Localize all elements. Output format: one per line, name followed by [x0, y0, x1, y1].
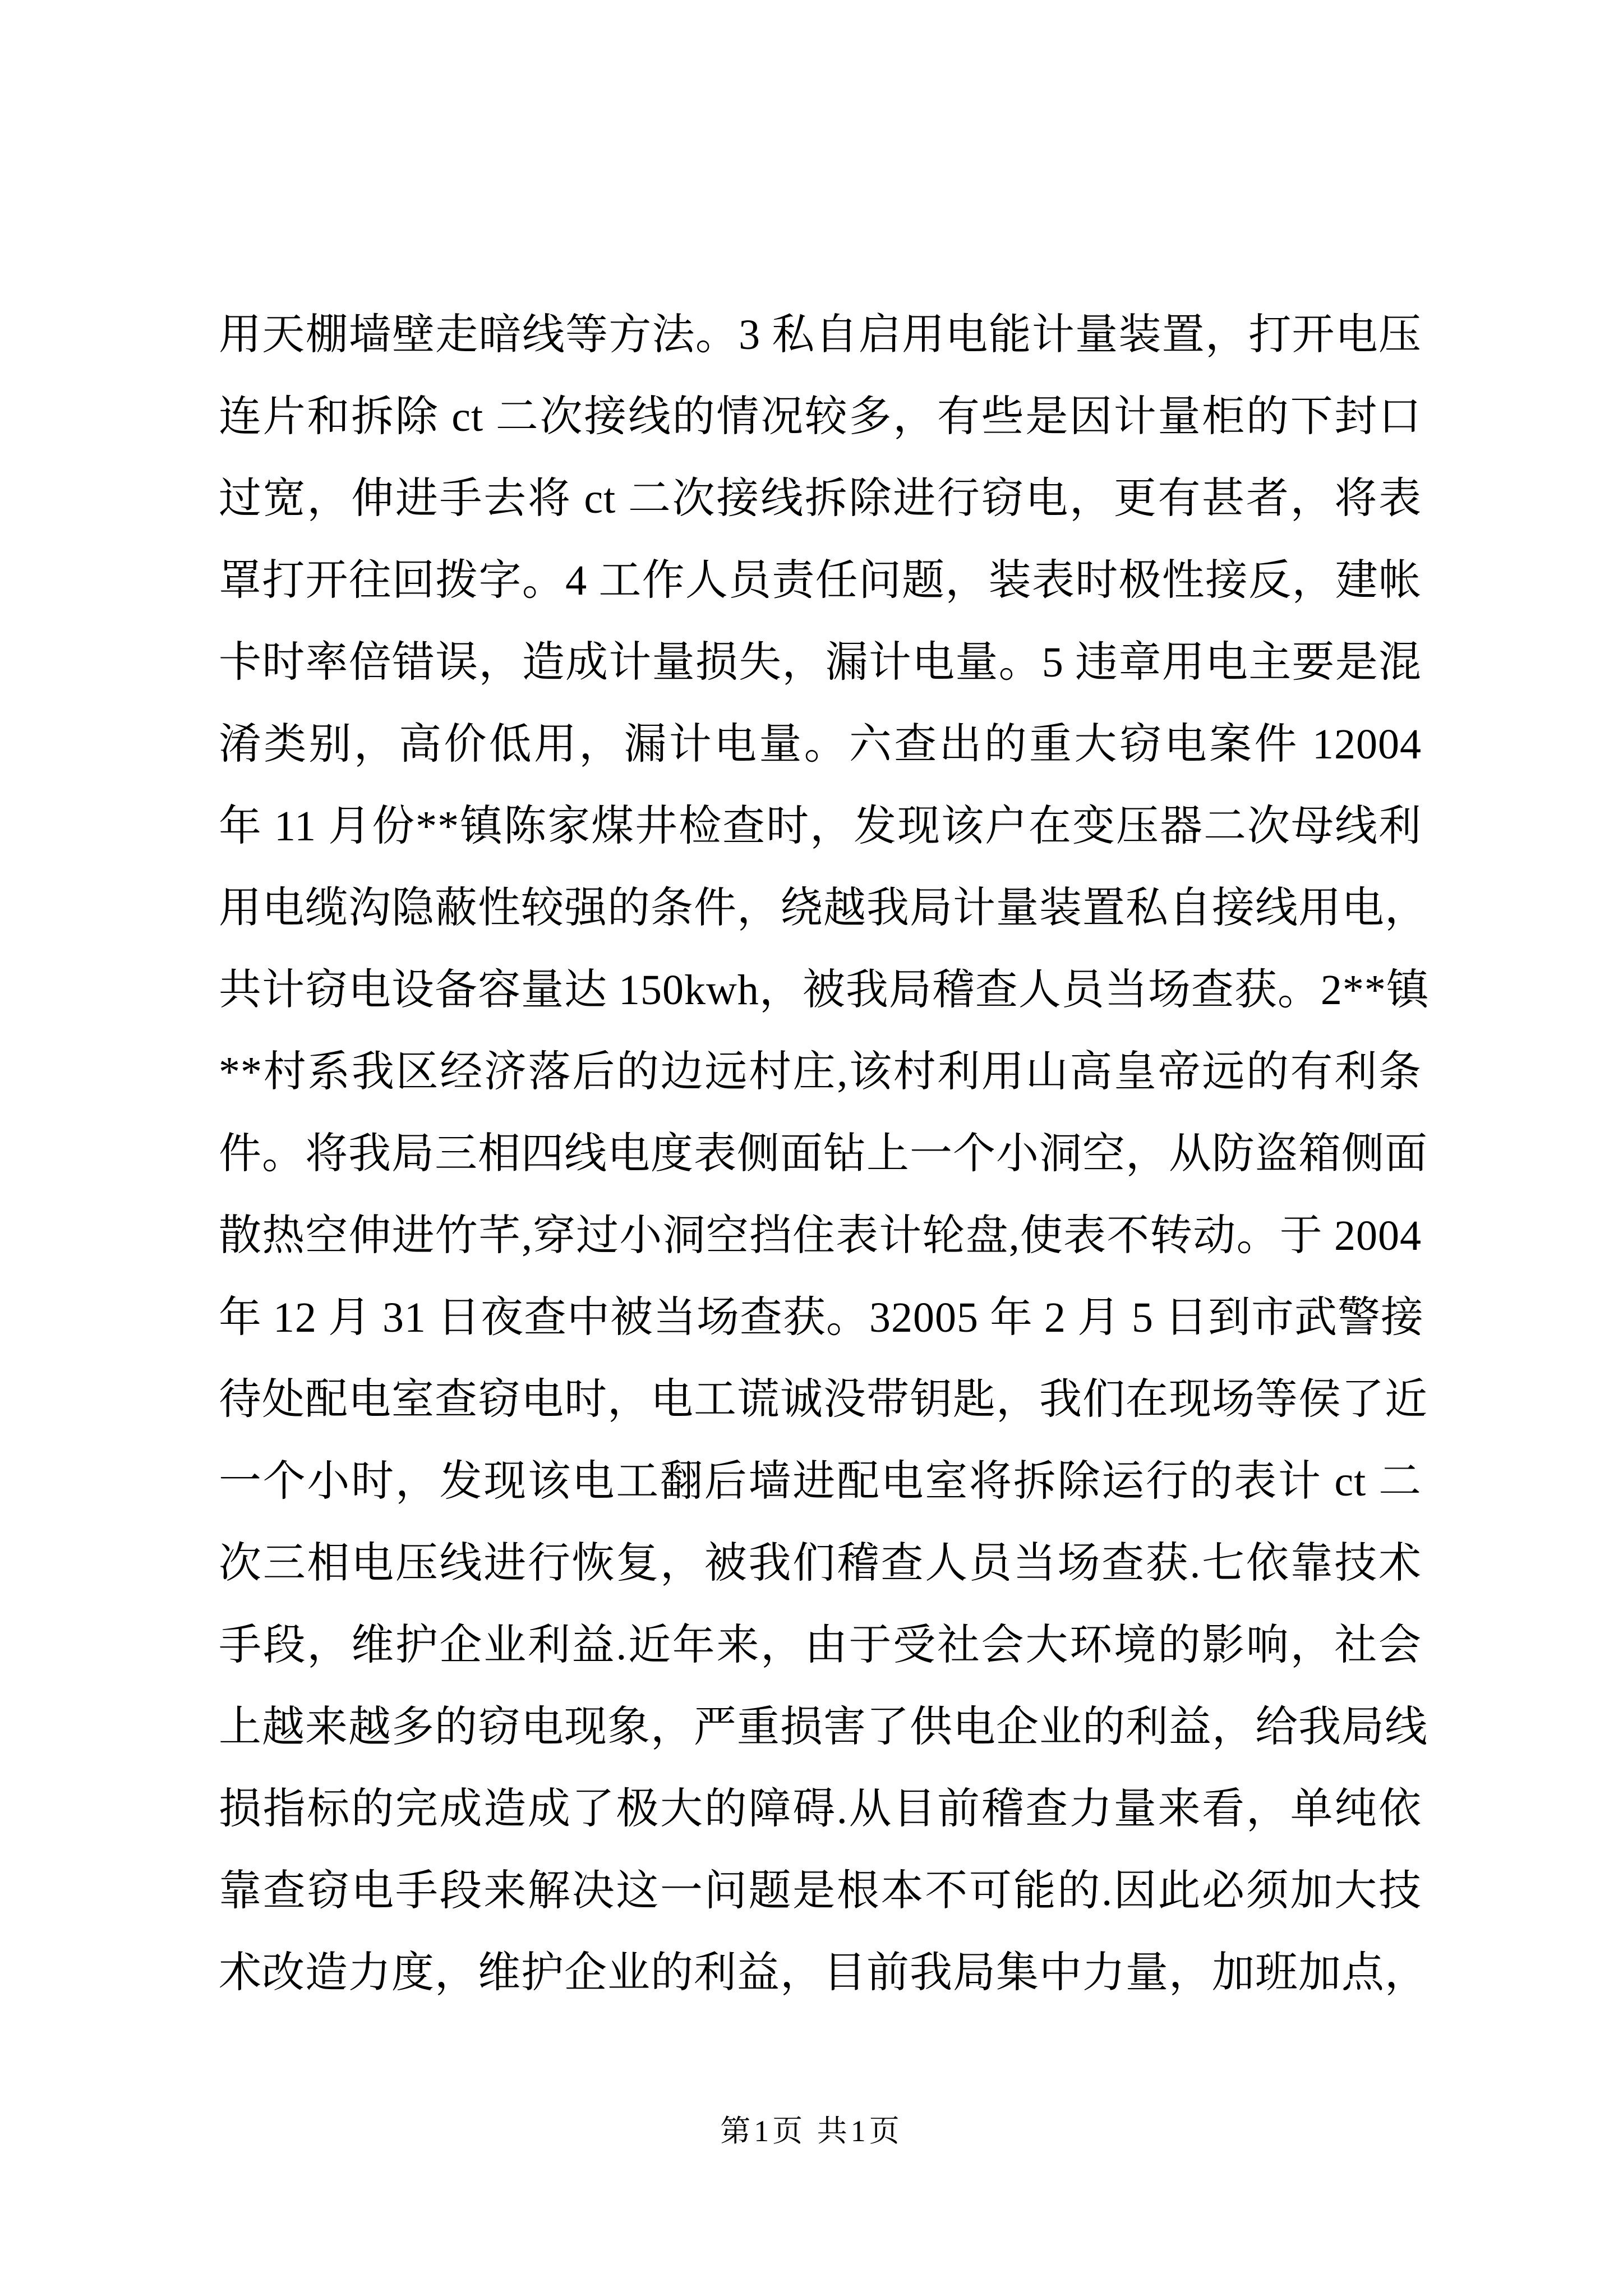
- text-line: 卡时率倍错误，造成计量损失，漏计电量。5 违章用电主要是混: [219, 639, 1422, 686]
- text-line: 连片和拆除 ct 二次接线的情况较多，有些是因计量柜的下封口: [219, 393, 1422, 440]
- text-line: 用电缆沟隐蔽性较强的条件，绕越我局计量装置私自接线用电，: [219, 885, 1428, 932]
- text-line: 过宽，伸进手去将 ct 二次接线拆除进行窃电，更有甚者，将表: [219, 475, 1422, 522]
- text-line: 次三相电压线进行恢复，被我们稽查人员当场查获.七依靠技术: [219, 1540, 1422, 1587]
- page-number-footer: 第1页 共1页: [720, 2114, 903, 2148]
- text-line: **村系我区经济落后的边远村庄,该村利用山高皇帝远的有利条: [219, 1048, 1422, 1096]
- text-line: 一个小时，发现该电工翻后墙进配电室将拆除运行的表计 ct 二: [219, 1458, 1422, 1505]
- document-body: [219, 294, 1430, 2014]
- text-line: 靠查窃电手段来解决这一问题是根本不可能的.因此必须加大技: [219, 1867, 1422, 1915]
- text-line: 年 11 月份**镇陈家煤井检查时，发现该户在变压器二次母线利: [219, 803, 1422, 850]
- text-line: 上越来越多的窃电现象，严重损害了供电企业的利益，给我局线: [219, 1704, 1428, 1751]
- text-line: 手段，维护企业利益.近年来，由于受社会大环境的影响，社会: [219, 1622, 1422, 1669]
- text-line: 损指标的完成造成了极大的障碍.从目前稽查力量来看，单纯依: [219, 1786, 1422, 1833]
- text-line: 用天棚墙壁走暗线等方法。3 私自启用电能计量装置，打开电压: [219, 311, 1422, 358]
- text-line: 散热空伸进竹芊,穿过小洞空挡住表计轮盘,使表不转动。于 2004: [219, 1212, 1422, 1259]
- text-line: 淆类别，高价低用，漏计电量。六查出的重大窃电案件 12004: [219, 721, 1422, 768]
- text-line: 术改造力度，维护企业的利益，目前我局集中力量，加班加点，: [219, 1949, 1428, 1996]
- text-line: 件。将我局三相四线电度表侧面钻上一个小洞空，从防盗箱侧面: [219, 1130, 1428, 1177]
- text-line: 待处配电室查窃电时，电工谎诚没带钥匙，我们在现场等侯了近: [219, 1376, 1428, 1423]
- text-line: 年 12 月 31 日夜查中被当场查获。32005 年 2 月 5 日到市武警接: [219, 1294, 1424, 1341]
- text-line: 罩打开往回拨字。4 工作人员责任问题，装表时极性接反，建帐: [219, 557, 1422, 604]
- text-line: 共计窃电设备容量达 150kwh，被我局稽查人员当场查获。2**镇: [219, 967, 1430, 1014]
